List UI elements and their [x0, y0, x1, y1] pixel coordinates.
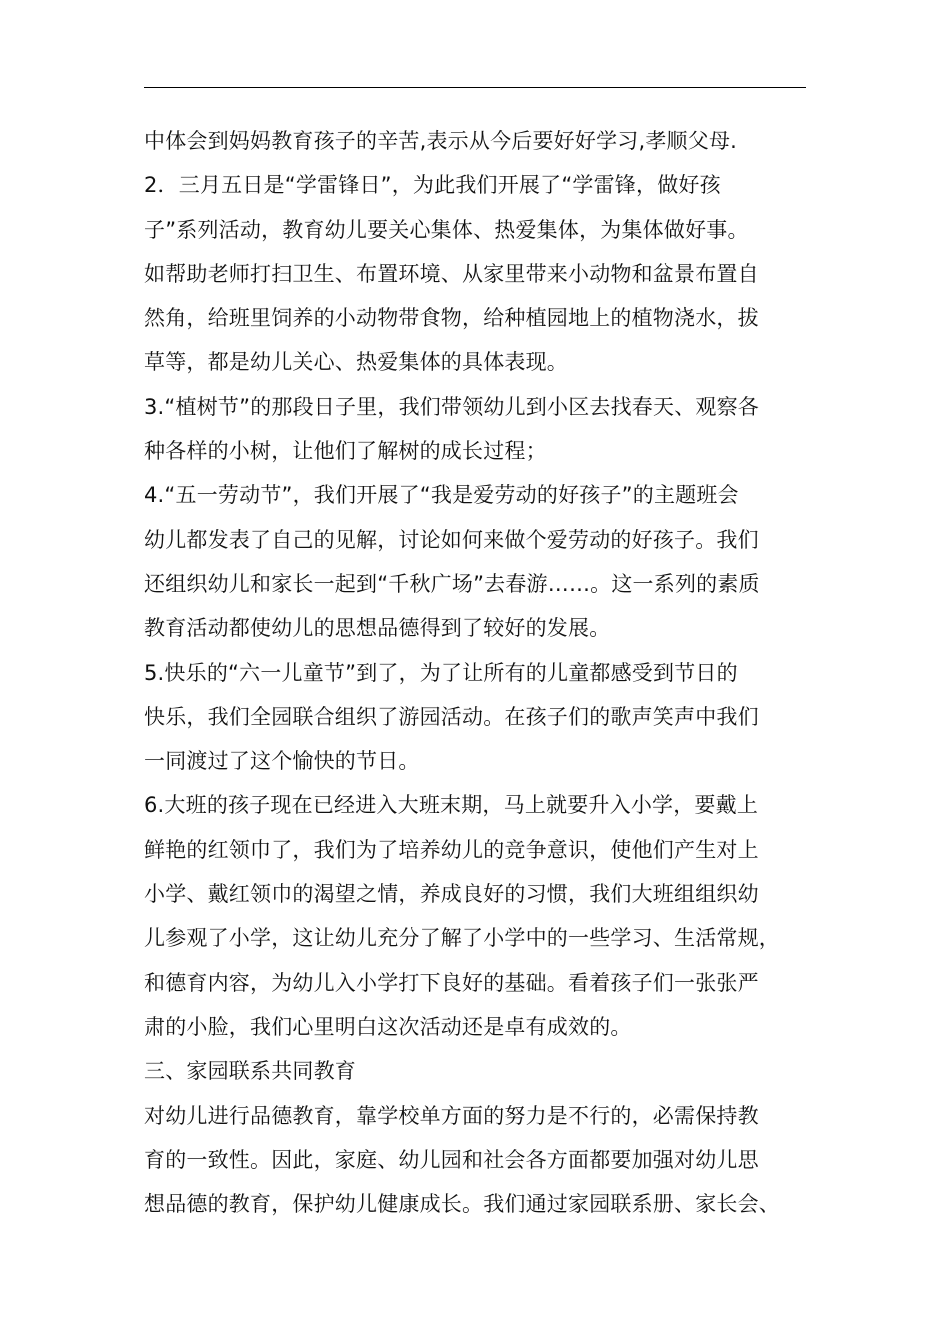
text-line: 2．三月五日是“学雷锋日”，为此我们开展了“学雷锋，做好孩 — [144, 173, 721, 198]
text-line: 鲜艳的红领巾了，我们为了培养幼儿的竞争意识，使他们产生对上 — [144, 837, 759, 862]
text-line: 6.大班的孩子现在已经进入大班末期，马上就要升入小学，要戴上 — [144, 793, 759, 818]
text-line: 种各样的小树，让他们了解树的成长过程； — [144, 439, 547, 464]
text-line: 5.快乐的“六一儿童节”到了，为了让所有的儿童都感受到节日的 — [144, 660, 738, 685]
text-line: 和德育内容，为幼儿入小学打下良好的基础。看着孩子们一张张严 — [144, 970, 759, 995]
text-line: 小学、戴红领巾的渴望之情，养成良好的习惯，我们大班组组织幼 — [144, 882, 759, 907]
text-line: 草等，都是幼儿关心、热爱集体的具体表现。 — [144, 350, 568, 375]
text-line: 中体会到妈妈教育孩子的辛苦,表示从今后要好好学习,孝顺父母. — [144, 129, 738, 153]
text-line: 快乐，我们全园联合组织了游园活动。在孩子们的歌声笑声中我们 — [144, 704, 759, 729]
text-line: 对幼儿进行品德教育，靠学校单方面的努力是不行的，必需保持教 — [144, 1103, 759, 1128]
text-line: 然角，给班里饲养的小动物带食物，给种植园地上的植物浇水，拔 — [144, 306, 759, 331]
text-line: 儿参观了小学，这让幼儿充分了解了小学中的一些学习、生活常规， — [144, 926, 780, 951]
text-line: 想品德的教育，保护幼儿健康成长。我们通过家园联系册、家长会、 — [144, 1192, 780, 1217]
text-line: 肃的小脸，我们心里明白这次活动还是卓有成效的。 — [144, 1014, 632, 1039]
text-line: 还组织幼儿和家长一起到“千秋广场”去春游……。这一系列的素质 — [144, 571, 760, 596]
text-line: 育的一致性。因此，家庭、幼儿园和社会各方面都要加强对幼儿思 — [144, 1147, 759, 1172]
text-line: 一同渡过了这个愉快的节日。 — [144, 749, 420, 774]
header-rule — [144, 87, 806, 88]
text-line: 子”系列活动，教育幼儿要关心集体、热爱集体，为集体做好事。 — [144, 217, 749, 242]
text-line: 3.“植树节”的那段日子里，我们带领幼儿到小区去找春天、观察各 — [144, 394, 759, 419]
body-text — [144, 119, 816, 1226]
text-line: 教育活动都使幼儿的思想品德得到了较好的发展。 — [144, 616, 611, 641]
section-heading: 三、家园联系共同教育 — [144, 1059, 356, 1084]
text-line: 4.“五一劳动节”，我们开展了“我是爱劳动的好孩子”的主题班会 — [144, 483, 739, 508]
text-line: 如帮助老师打扫卫生、布置环境、从家里带来小动物和盆景布置自 — [144, 261, 759, 286]
text-line: 幼儿都发表了自己的见解，讨论如何来做个爱劳动的好孩子。我们 — [144, 527, 759, 552]
